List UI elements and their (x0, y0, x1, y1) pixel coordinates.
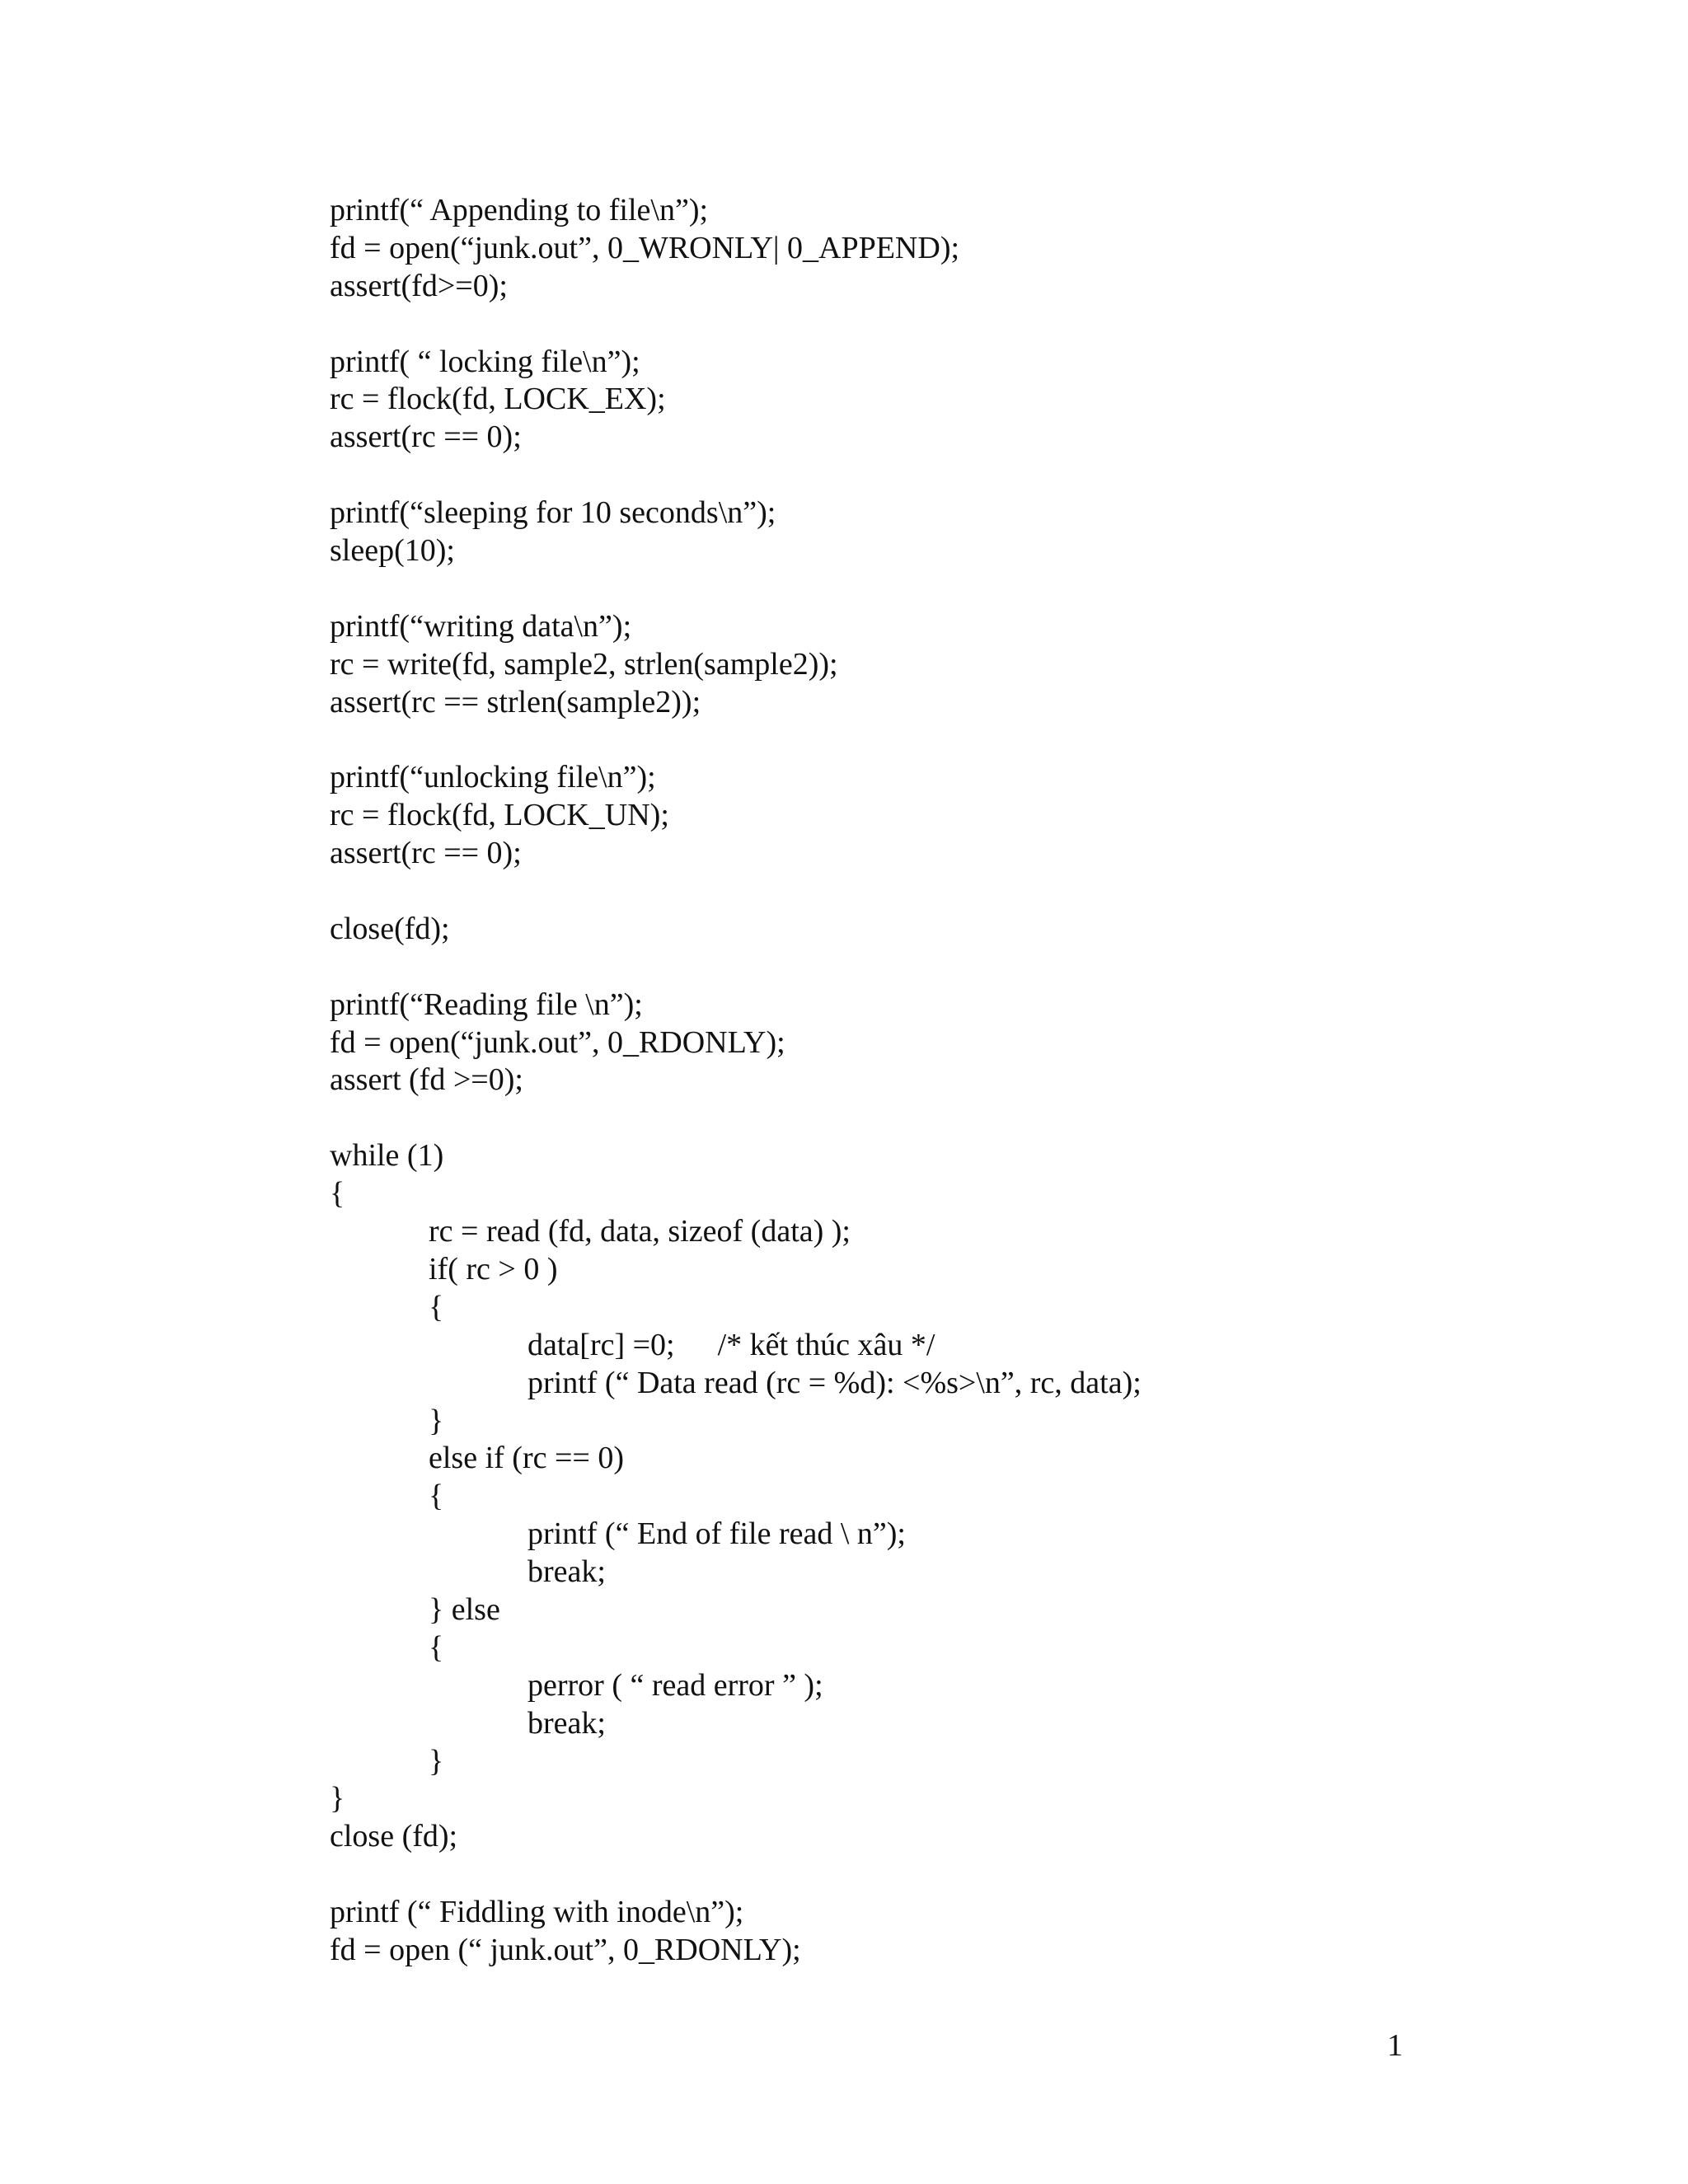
code-line: else if (rc == 0) (429, 1441, 624, 1476)
code-line: fd = open (“ junk.out”, 0_RDONLY); (330, 1932, 801, 1967)
page-number: 1 (1387, 2028, 1403, 2063)
code-line: assert(rc == strlen(sample2)); (330, 684, 701, 719)
code-line: assert (fd >=0); (330, 1062, 523, 1098)
code-line: printf(“Reading file \n”); (330, 987, 643, 1022)
code-line: printf( “ locking file\n”); (330, 344, 640, 379)
code-line: close (fd); (330, 1819, 458, 1854)
code-line: close(fd); (330, 911, 450, 946)
blank-line (330, 570, 1582, 608)
blank-line (330, 306, 1582, 344)
code-line: } else (429, 1591, 500, 1627)
code-line: fd = open(“junk.out”, 0_RDONLY); (330, 1024, 785, 1060)
blank-line (330, 873, 1582, 911)
blank-line (330, 1856, 1582, 1894)
code-line: perror ( “ read error ” ); (528, 1667, 823, 1703)
code-line: printf (“ Data read (rc = %d): <%s>\n”, rc, data); (528, 1365, 1142, 1400)
code-line: rc = read (fd, data, sizeof (data) ); (429, 1214, 851, 1249)
code-line: break; (528, 1705, 606, 1741)
code-line: sleep(10); (330, 533, 455, 569)
code-line: rc = write(fd, sample2, strlen(sample2)); (330, 646, 838, 682)
code-line: printf (“ Fiddling with inode\n”); (330, 1895, 744, 1930)
code-comment: /* kết thúc xâu */ (717, 1327, 935, 1362)
code-line: { (330, 1176, 345, 1212)
code-listing (330, 192, 1582, 1970)
code-statement: data[rc] =0; (528, 1327, 675, 1362)
blank-line (330, 1099, 1582, 1137)
code-line: { (429, 1479, 444, 1514)
blank-line (330, 457, 1582, 494)
code-line: rc = flock(fd, LOCK_EX); (330, 382, 666, 417)
code-line: while (1) (330, 1138, 444, 1174)
code-line: rc = flock(fd, LOCK_UN); (330, 798, 669, 833)
code-line: assert(fd>=0); (330, 268, 508, 303)
code-line: fd = open(“junk.out”, 0_WRONLY| 0_APPEND); (330, 230, 960, 265)
code-line: } (429, 1403, 444, 1438)
code-line: printf(“ Appending to file\n”); (330, 193, 709, 227)
code-line: { (429, 1289, 444, 1324)
code-line: printf (“ End of file read \ n”); (528, 1516, 906, 1552)
code-line: assert(rc == 0); (330, 836, 522, 871)
code-line: if( rc > 0 ) (429, 1251, 558, 1286)
code-line (330, 1327, 1582, 1365)
code-line: { (429, 1629, 444, 1665)
code-line: } (330, 1781, 345, 1816)
code-line: printf(“writing data\n”); (330, 608, 632, 644)
blank-line (330, 721, 1582, 759)
code-line: } (429, 1743, 444, 1779)
blank-line (330, 949, 1582, 987)
code-line: assert(rc == 0); (330, 419, 522, 455)
code-line: printf(“sleeping for 10 seconds\n”); (330, 495, 776, 531)
code-line: break; (528, 1554, 606, 1590)
code-line: printf(“unlocking file\n”); (330, 760, 656, 795)
